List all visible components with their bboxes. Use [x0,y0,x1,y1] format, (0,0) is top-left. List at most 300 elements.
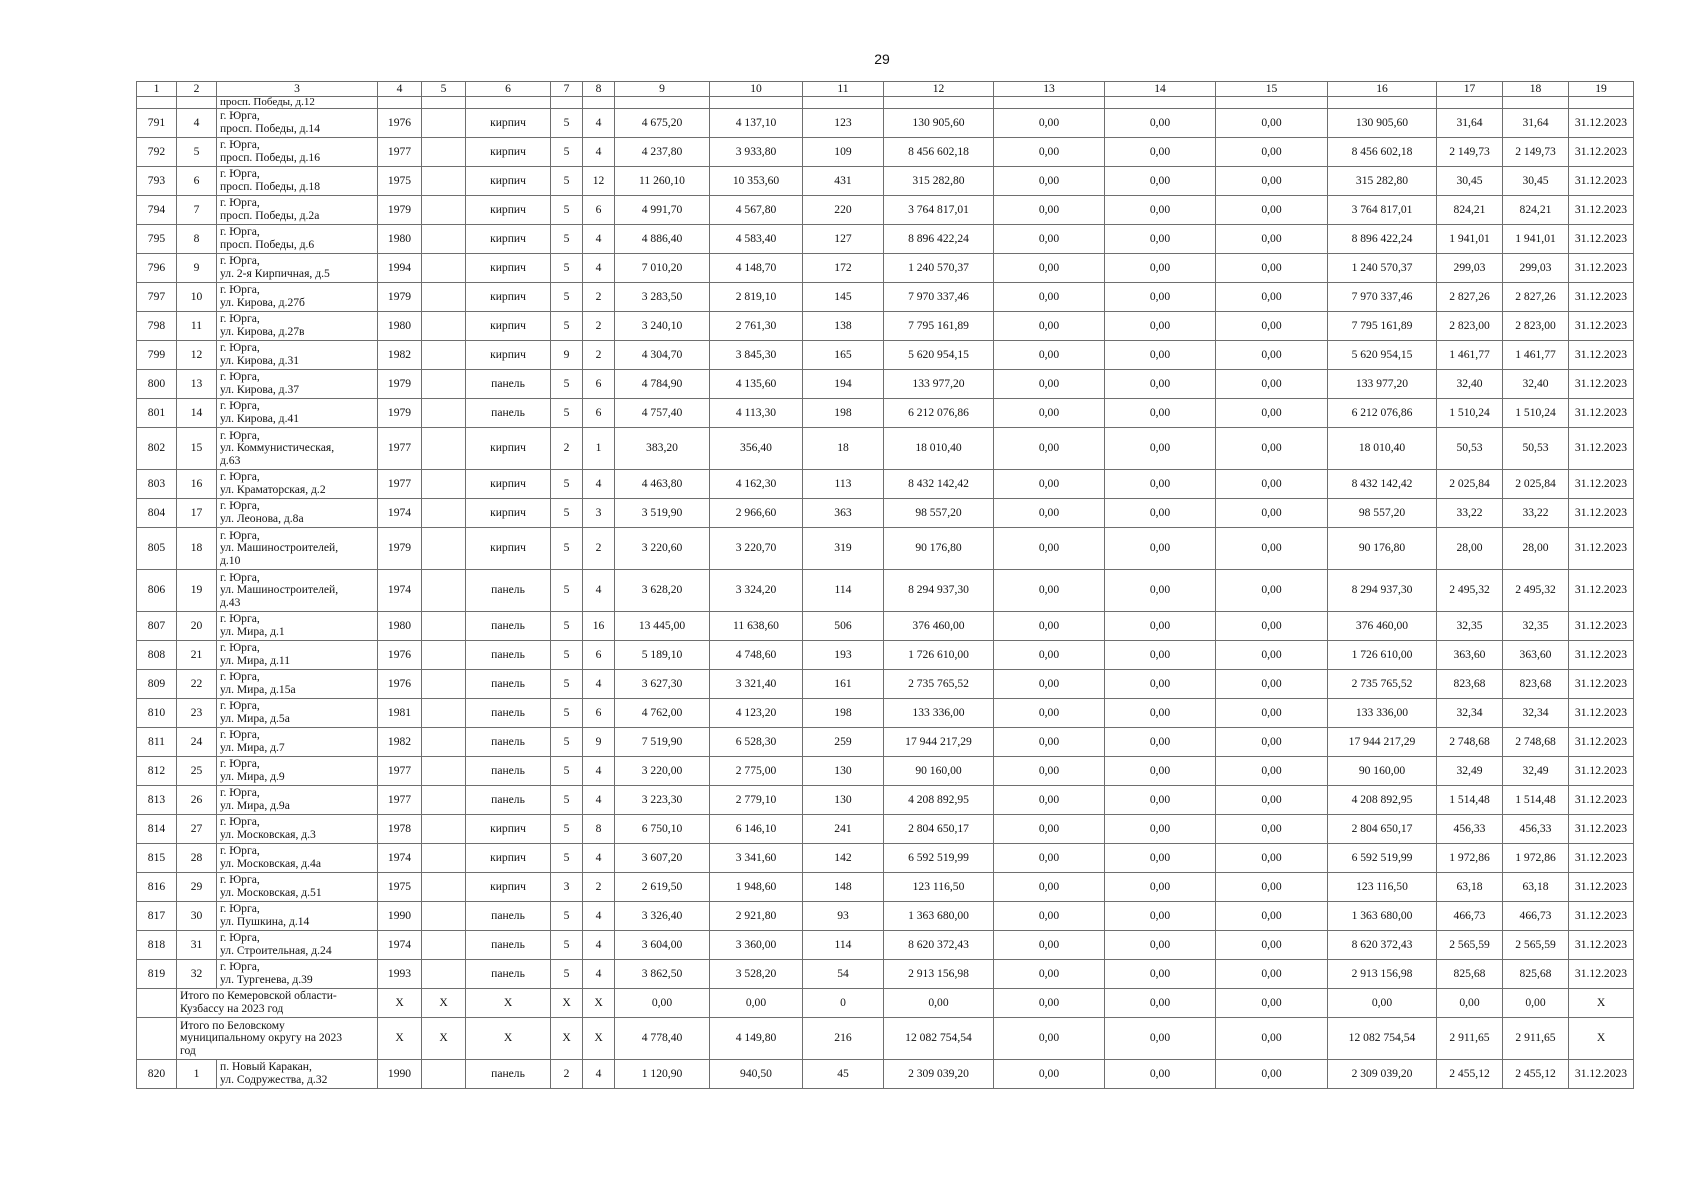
table-cell [422,109,466,138]
table-cell [422,902,466,931]
table-cell: 315 282,80 [1328,167,1437,196]
table-cell: 130 905,60 [1328,109,1437,138]
table-cell: 376 460,00 [884,612,994,641]
table-cell: 31.12.2023 [1569,370,1634,399]
table-row [137,728,1634,757]
table-cell: 6 [583,370,615,399]
table-cell: 198 [803,399,884,428]
table-cell: 0,00 [994,670,1105,699]
table-cell: 4 991,70 [615,196,710,225]
table-cell: 820 [137,1060,177,1089]
table-cell: 5 [551,699,583,728]
table-cell: 0,00 [1216,283,1328,312]
table-cell: 31 [177,931,217,960]
table-cell: 0,00 [1216,641,1328,670]
column-header: 16 [1328,82,1437,97]
table-cell: 0,00 [994,528,1105,570]
table-cell [177,97,217,109]
table-cell: 801 [137,399,177,428]
table-cell: 2 565,59 [1437,931,1503,960]
table-cell: 1979 [378,399,422,428]
table-cell: 5 189,10 [615,641,710,670]
column-header: 5 [422,82,466,97]
table-cell: 798 [137,312,177,341]
table-cell: 13 [177,370,217,399]
table-cell: Х [378,1018,422,1060]
table-cell: кирпич [466,428,551,470]
table-cell: 9 [551,341,583,370]
table-cell: 1 363 680,00 [1328,902,1437,931]
table-cell: 1979 [378,370,422,399]
table-row [137,641,1634,670]
table-cell: 2 [583,341,615,370]
table-cell: 1974 [378,844,422,873]
table-cell: панель [466,570,551,612]
table-cell: 5 [551,570,583,612]
table-cell: 50,53 [1503,428,1569,470]
table-cell: 31.12.2023 [1569,931,1634,960]
table-cell: 1 461,77 [1503,341,1569,370]
table-cell: 31.12.2023 [1569,902,1634,931]
table-cell: 15 [177,428,217,470]
table-cell: 363 [803,499,884,528]
table-cell: Х [551,989,583,1018]
table-cell: 22 [177,670,217,699]
table-cell: 10 [177,283,217,312]
table-cell: 31.12.2023 [1569,254,1634,283]
table-cell: 6 [583,399,615,428]
column-header: 10 [710,82,803,97]
table-cell: 2 455,12 [1437,1060,1503,1089]
table-cell: 3 220,70 [710,528,803,570]
table-cell: 0,00 [1105,254,1216,283]
table-cell: 2 025,84 [1437,470,1503,499]
table-cell: 12 [177,341,217,370]
table-cell: 4 123,20 [710,699,803,728]
table-cell: 1977 [378,470,422,499]
table-cell: 0,00 [994,109,1105,138]
table-cell: 8 432 142,42 [884,470,994,499]
table-cell: 799 [137,341,177,370]
table-cell: 4 [583,570,615,612]
table-cell: 5 [551,499,583,528]
table-cell: 0,00 [1105,470,1216,499]
table-cell: 0,00 [1105,757,1216,786]
table-cell: 0,00 [884,989,994,1018]
table-cell [137,1018,177,1060]
table-cell: 7 [177,196,217,225]
table-cell: 5 [551,196,583,225]
table-cell: 4 208 892,95 [884,786,994,815]
total-label: Итого по Кемеровской области- Кузбассу на 2023 год [177,989,378,1018]
table-cell: 4 113,30 [710,399,803,428]
table-cell: 0,00 [1105,815,1216,844]
table-cell: 431 [803,167,884,196]
column-header: 9 [615,82,710,97]
table-cell: 5 [551,902,583,931]
table-cell: 31.12.2023 [1569,815,1634,844]
table-cell: 145 [803,283,884,312]
table-cell: 824,21 [1503,196,1569,225]
table-cell: 803 [137,470,177,499]
table-cell: 133 336,00 [884,699,994,728]
table-cell [422,428,466,470]
table-cell: 6 592 519,99 [884,844,994,873]
table-cell: 2 827,26 [1503,283,1569,312]
table-cell: 4 [583,138,615,167]
table-cell: 12 [583,167,615,196]
table-cell: 2 804 650,17 [1328,815,1437,844]
table-cell: 0,00 [1105,786,1216,815]
table-cell: 0,00 [994,786,1105,815]
table-cell [422,528,466,570]
table-cell: 8 [583,815,615,844]
column-header: 4 [378,82,422,97]
table-cell: 6 [177,167,217,196]
table-cell: 2 149,73 [1503,138,1569,167]
table-cell: 1 240 570,37 [1328,254,1437,283]
table-cell: кирпич [466,470,551,499]
table-cell [422,873,466,902]
table-cell: 0,00 [994,499,1105,528]
table-cell: 11 260,10 [615,167,710,196]
column-header: 7 [551,82,583,97]
table-cell [378,97,422,109]
table-cell: 9 [177,254,217,283]
table-cell: 20 [177,612,217,641]
table-cell: 4 [583,844,615,873]
table-cell: 31,64 [1503,109,1569,138]
table-cell: 198 [803,699,884,728]
table-cell: 32,34 [1437,699,1503,728]
table-cell: 4 567,80 [710,196,803,225]
table-cell: 114 [803,570,884,612]
table-cell: кирпич [466,341,551,370]
table-cell: 0,00 [994,341,1105,370]
table-cell: 4 162,30 [710,470,803,499]
table-cell: 2 804 650,17 [884,815,994,844]
table-row [137,312,1634,341]
table-cell: 8 [177,225,217,254]
table-cell: 130 905,60 [884,109,994,138]
table-cell: 4 757,40 [615,399,710,428]
table-cell: 3 628,20 [615,570,710,612]
table-cell: 2 913 156,98 [1328,960,1437,989]
column-header: 12 [884,82,994,97]
table-cell: 0,00 [994,312,1105,341]
table-cell: 1 240 570,37 [884,254,994,283]
table-cell: 6 750,10 [615,815,710,844]
table-cell: 31.12.2023 [1569,641,1634,670]
table-cell: 818 [137,931,177,960]
table-cell: 4 748,60 [710,641,803,670]
table-cell: 0,00 [1216,989,1328,1018]
table-cell: 0,00 [994,873,1105,902]
table-cell: кирпич [466,528,551,570]
table-cell: 0,00 [1105,570,1216,612]
table-cell: 3 862,50 [615,960,710,989]
table-cell: 0,00 [994,699,1105,728]
table-cell: 172 [803,254,884,283]
table-cell: 45 [803,1060,884,1089]
table-cell: 4 237,80 [615,138,710,167]
table-cell: кирпич [466,283,551,312]
table-cell: 0,00 [1216,844,1328,873]
table-cell: 12 082 754,54 [1328,1018,1437,1060]
address-cell: г. Юрга, ул. Мира, д.11 [217,641,378,670]
table-cell: 1976 [378,670,422,699]
table-cell [1105,97,1216,109]
table-cell [1216,97,1328,109]
table-cell: 0,00 [1216,931,1328,960]
table-cell: 3 341,60 [710,844,803,873]
table-cell: 807 [137,612,177,641]
table-cell: кирпич [466,844,551,873]
table-cell: 30 [177,902,217,931]
table-cell: 32,34 [1503,699,1569,728]
table-cell: 0,00 [1216,757,1328,786]
table-cell: 1974 [378,499,422,528]
table-cell: 33,22 [1503,499,1569,528]
table-cell: 0,00 [1216,138,1328,167]
table-cell: 1980 [378,612,422,641]
table-cell: 1 [583,428,615,470]
table-cell: 815 [137,844,177,873]
table-cell: 3 528,20 [710,960,803,989]
table-row [137,399,1634,428]
table-cell: 26 [177,786,217,815]
table-cell: 791 [137,109,177,138]
table-cell: 824,21 [1437,196,1503,225]
table-cell: 4 148,70 [710,254,803,283]
table-cell: 0,00 [1105,167,1216,196]
table-cell [994,97,1105,109]
table-cell: 810 [137,699,177,728]
table-cell: панель [466,1060,551,1089]
table-row [137,873,1634,902]
table-cell [803,97,884,109]
table-cell: 11 [177,312,217,341]
table-cell: 2 735 765,52 [1328,670,1437,699]
address-cell: г. Юрга, ул. Тургенева, д.39 [217,960,378,989]
table-row [137,612,1634,641]
table-cell: 2 309 039,20 [1328,1060,1437,1089]
table-row [137,757,1634,786]
table-cell: 2 [551,428,583,470]
table-cell: 142 [803,844,884,873]
table-cell: 466,73 [1437,902,1503,931]
table-cell [884,97,994,109]
header-row [137,82,1634,97]
table-cell: 8 896 422,24 [1328,225,1437,254]
table-cell: 1976 [378,109,422,138]
table-cell: 0,00 [994,196,1105,225]
table-cell: 133 336,00 [1328,699,1437,728]
table-cell: 7 970 337,46 [884,283,994,312]
table-cell: 0,00 [615,989,710,1018]
table-cell: 31.12.2023 [1569,312,1634,341]
table-cell: 6 [583,699,615,728]
table-cell: 1980 [378,312,422,341]
column-header: 17 [1437,82,1503,97]
table-cell: 812 [137,757,177,786]
table-cell: 809 [137,670,177,699]
continuation-row [137,97,1634,109]
table-cell: 0,00 [994,757,1105,786]
table-cell: 5 [177,138,217,167]
table-cell: 31.12.2023 [1569,470,1634,499]
table-cell: 0,00 [994,641,1105,670]
table-cell: 800 [137,370,177,399]
table-cell: 12 082 754,54 [884,1018,994,1060]
table-row [137,931,1634,960]
table-cell: 19 [177,570,217,612]
table-cell: 0,00 [1105,931,1216,960]
table-cell: 0,00 [994,283,1105,312]
table-cell: 5 620 954,15 [884,341,994,370]
table-cell: 138 [803,312,884,341]
table-cell: 0,00 [1216,167,1328,196]
table-cell [422,1060,466,1089]
table-cell: 6 592 519,99 [1328,844,1437,873]
address-cell: г. Юрга, ул. Московская, д.4а [217,844,378,873]
table-row [137,815,1634,844]
address-cell: г. Юрга, ул. Кирова, д.41 [217,399,378,428]
table-cell: 31.12.2023 [1569,499,1634,528]
table-cell: 18 010,40 [1328,428,1437,470]
address-cell: г. Юрга, ул. Кирова, д.31 [217,341,378,370]
column-header: 14 [1105,82,1216,97]
table-cell: 1 972,86 [1503,844,1569,873]
table-cell: 32,35 [1437,612,1503,641]
table-cell [422,815,466,844]
table-cell: панель [466,699,551,728]
table-row [137,167,1634,196]
table-cell: 2 455,12 [1503,1060,1569,1089]
table-cell: 2 921,80 [710,902,803,931]
table-cell: 29 [177,873,217,902]
table-row [137,283,1634,312]
table-row [137,470,1634,499]
table-cell: кирпич [466,167,551,196]
column-header: 13 [994,82,1105,97]
table-cell: 241 [803,815,884,844]
table-cell: 31.12.2023 [1569,528,1634,570]
table-cell: 466,73 [1503,902,1569,931]
table-cell: 0,00 [994,470,1105,499]
table-cell: 31.12.2023 [1569,225,1634,254]
table-cell: 4 [177,109,217,138]
column-header: 1 [137,82,177,97]
table-cell: 32,40 [1503,370,1569,399]
table-cell: 1977 [378,786,422,815]
table-cell: 30,45 [1437,167,1503,196]
table-cell: 2 779,10 [710,786,803,815]
table-cell: кирпич [466,225,551,254]
table-cell: 31.12.2023 [1569,699,1634,728]
table-cell: 148 [803,873,884,902]
table-cell [422,757,466,786]
table-cell: 795 [137,225,177,254]
table-cell: 4 [583,960,615,989]
table-cell: 804 [137,499,177,528]
table-cell: 8 294 937,30 [884,570,994,612]
table-cell: 8 620 372,43 [1328,931,1437,960]
table-cell: кирпич [466,312,551,341]
table-cell: 356,40 [710,428,803,470]
table-cell: 2 735 765,52 [884,670,994,699]
address-cell: г. Юрга, просп. Победы, д.18 [217,167,378,196]
table-cell: 456,33 [1437,815,1503,844]
table-cell [137,97,177,109]
table-cell: 13 445,00 [615,612,710,641]
table-cell: 32,49 [1437,757,1503,786]
table-cell: 3 321,40 [710,670,803,699]
table-cell: 123 [803,109,884,138]
table-cell: 1974 [378,931,422,960]
address-cell: г. Юрга, ул. Мира, д.9а [217,786,378,815]
table-cell: 0,00 [1105,641,1216,670]
table-cell: 7 010,20 [615,254,710,283]
table-cell: 4 [583,931,615,960]
table-cell: 0,00 [1216,470,1328,499]
table-cell: 0,00 [994,902,1105,931]
table-cell: 28,00 [1437,528,1503,570]
table-cell [710,97,803,109]
table-cell: 0,00 [1105,902,1216,931]
table-cell: 825,68 [1437,960,1503,989]
table-cell: 0,00 [994,931,1105,960]
table-cell: 0,00 [994,138,1105,167]
table-cell: панель [466,641,551,670]
table-cell [422,254,466,283]
table-cell: 7 795 161,89 [1328,312,1437,341]
table-cell: 4 [583,757,615,786]
table-cell: 1978 [378,815,422,844]
table-cell: 4 463,80 [615,470,710,499]
table-cell: 31.12.2023 [1569,960,1634,989]
address-cell: г. Юрга, просп. Победы, д.14 [217,109,378,138]
table-cell: 363,60 [1503,641,1569,670]
total-row [137,1018,1634,1060]
table-cell: 28 [177,844,217,873]
table-cell: 8 620 372,43 [884,931,994,960]
table-cell: 220 [803,196,884,225]
table-cell: 6 528,30 [710,728,803,757]
table-cell: 5 [551,960,583,989]
table-cell: 2 827,26 [1437,283,1503,312]
table-cell: Х [378,989,422,1018]
table-cell: 3 604,00 [615,931,710,960]
table-cell: 3 627,30 [615,670,710,699]
table-cell: 3 [583,499,615,528]
table-cell: 6 146,10 [710,815,803,844]
table-cell: 11 638,60 [710,612,803,641]
table-cell: 0 [803,989,884,1018]
table-cell: 2 911,65 [1503,1018,1569,1060]
table-cell: 63,18 [1503,873,1569,902]
table-cell: 4 [583,786,615,815]
table-cell: 794 [137,196,177,225]
table-cell: 0,00 [1216,196,1328,225]
address-cell: г. Юрга, ул. Мира, д.1 [217,612,378,641]
table-cell: 90 176,80 [884,528,994,570]
table-cell: 2 495,32 [1503,570,1569,612]
table-cell: 4 [583,225,615,254]
table-cell: 793 [137,167,177,196]
column-header: 2 [177,82,217,97]
table-cell: 5 [551,728,583,757]
